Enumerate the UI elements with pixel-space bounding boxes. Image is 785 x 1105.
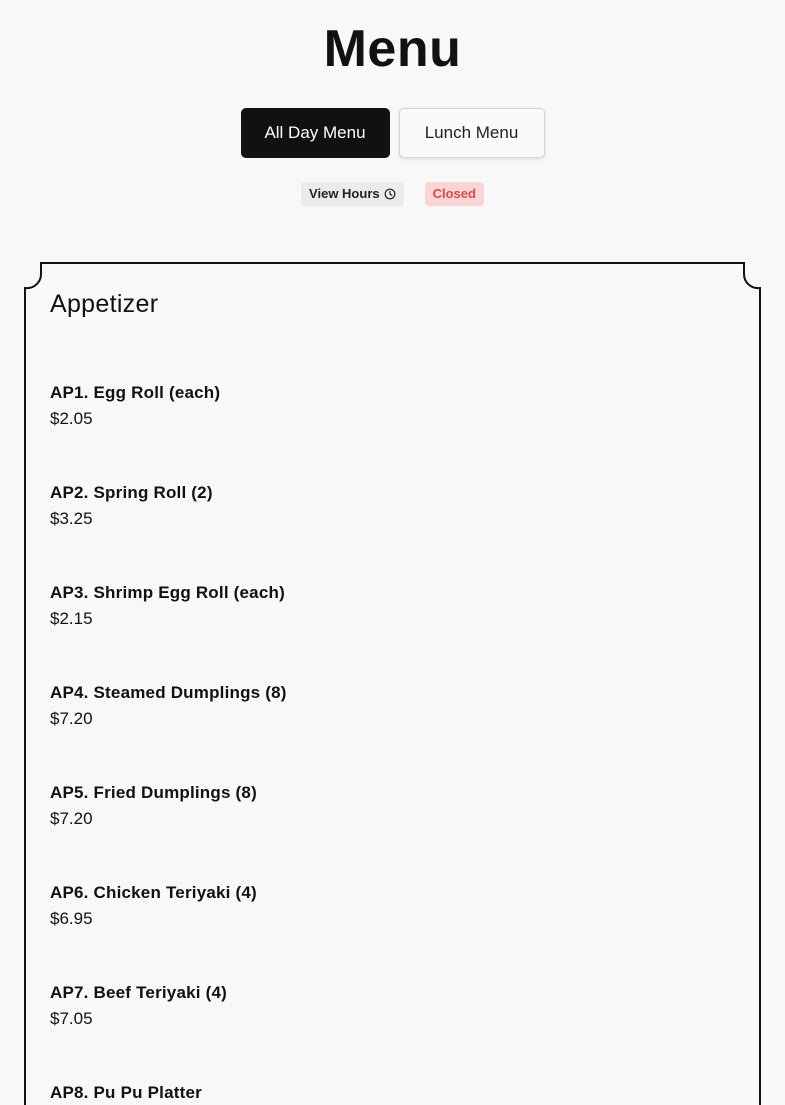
- menu-section-card: [24, 262, 761, 1105]
- menu-item-name: AP5. Fried Dumplings (8): [50, 783, 257, 802]
- menu-item-name: AP3. Shrimp Egg Roll (each): [50, 583, 285, 602]
- section-title: Appetizer: [50, 290, 159, 318]
- tab-lunch-menu[interactable]: Lunch Menu: [399, 108, 545, 158]
- menu-item[interactable]: [50, 482, 730, 582]
- menu-item-price: $7.05: [50, 1009, 93, 1028]
- menu-item-price: $7.20: [50, 809, 93, 828]
- menu-item[interactable]: [50, 982, 730, 1082]
- tab-all-day-menu[interactable]: All Day Menu: [241, 108, 390, 158]
- status-row: [0, 182, 785, 206]
- menu-item-price: $7.20: [50, 709, 93, 728]
- menu-item-name: AP6. Chicken Teriyaki (4): [50, 883, 257, 902]
- menu-item-price: $2.15: [50, 609, 93, 628]
- view-hours-button[interactable]: [301, 182, 404, 206]
- menu-item-name: AP7. Beef Teriyaki (4): [50, 983, 227, 1002]
- menu-item[interactable]: [50, 582, 730, 682]
- page-title: Menu: [323, 20, 462, 78]
- menu-item-price: $2.05: [50, 409, 93, 428]
- clock-icon: [384, 188, 396, 200]
- menu-item[interactable]: [50, 1082, 730, 1105]
- status-badge: Closed: [425, 182, 484, 206]
- view-hours-label: View Hours: [309, 186, 380, 201]
- menu-item-name: AP8. Pu Pu Platter: [50, 1083, 202, 1102]
- menu-tabs: [0, 108, 785, 158]
- menu-item-name: AP4. Steamed Dumplings (8): [50, 683, 287, 702]
- menu-item-name: AP1. Egg Roll (each): [50, 383, 221, 402]
- menu-item-name: AP2. Spring Roll (2): [50, 483, 213, 502]
- menu-item[interactable]: [50, 682, 730, 782]
- menu-item[interactable]: [50, 882, 730, 982]
- menu-item[interactable]: [50, 382, 730, 482]
- menu-item-price: $3.25: [50, 509, 93, 528]
- menu-item-list: [50, 382, 730, 1105]
- menu-item[interactable]: [50, 782, 730, 882]
- menu-item-price: $6.95: [50, 909, 93, 928]
